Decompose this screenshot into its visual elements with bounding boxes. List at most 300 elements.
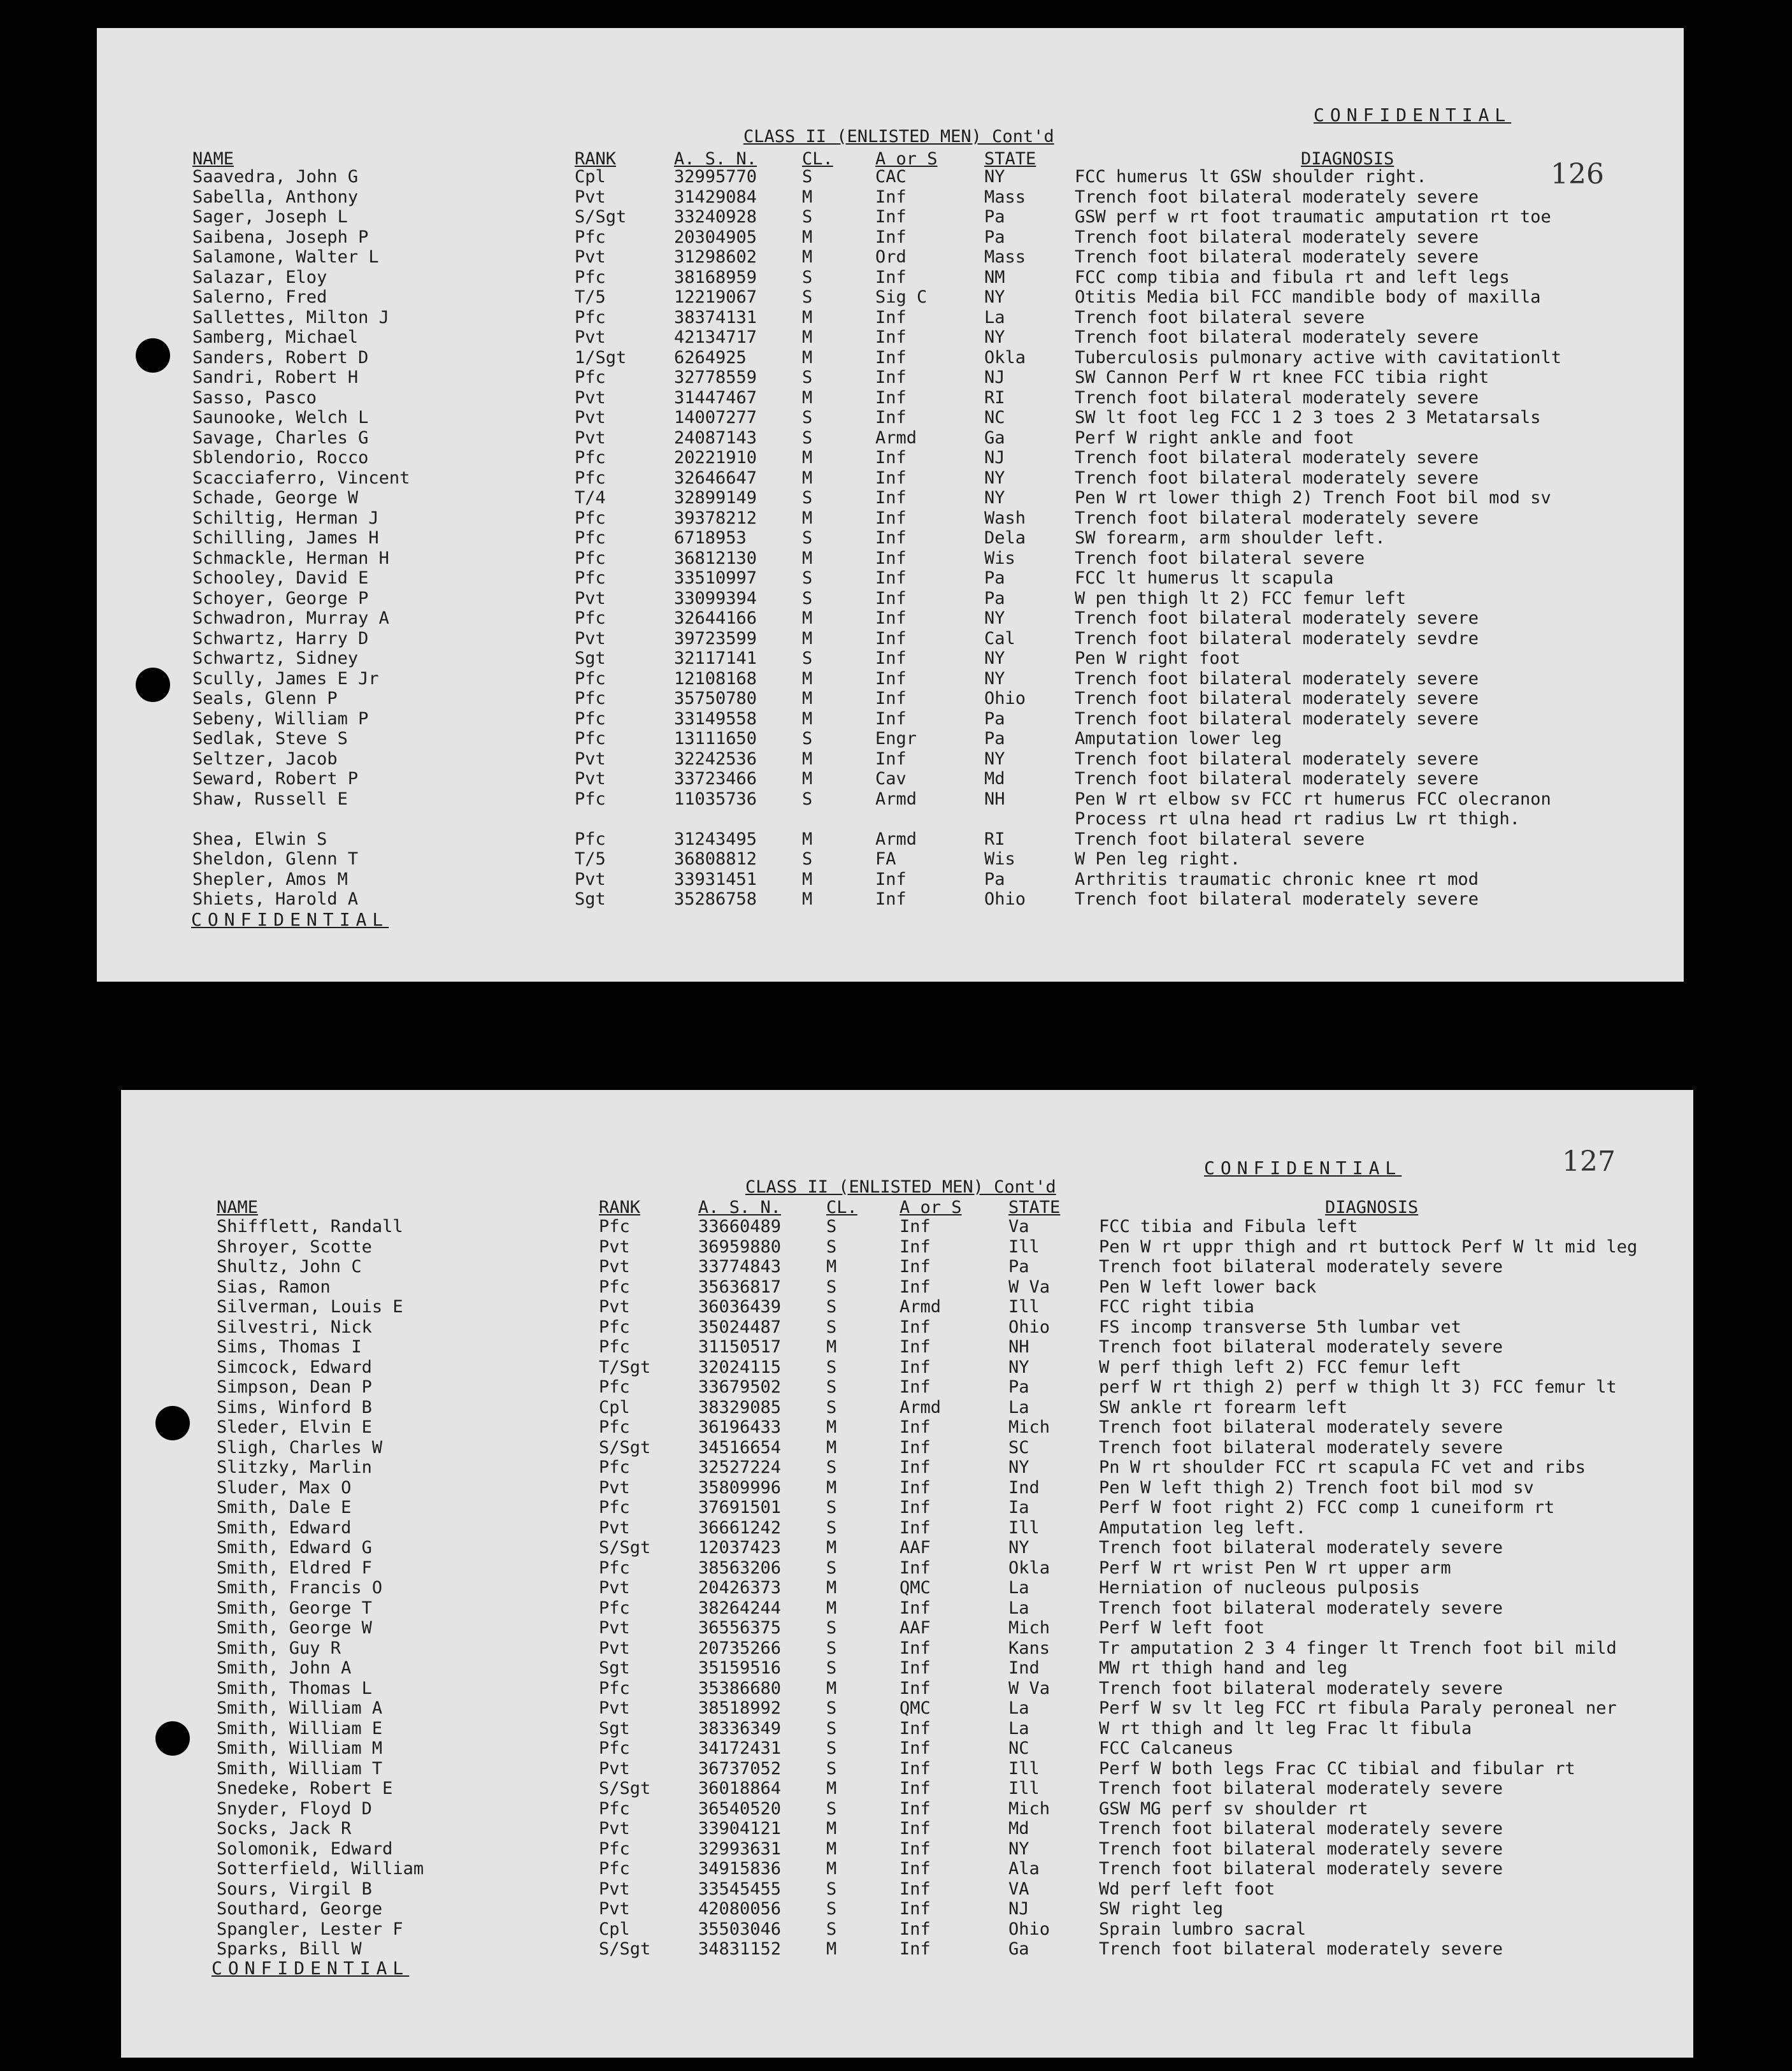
cell-a-or-s: Inf (900, 1517, 931, 1538)
table-row (97, 829, 1684, 849)
cell-state: Ohio (1008, 1317, 1050, 1337)
table-row (121, 1277, 1693, 1297)
cell-state: Cal (984, 628, 1015, 649)
table-row (121, 1257, 1693, 1277)
cell-name: Saunooke, Welch L (192, 408, 369, 427)
punch-hole (136, 338, 170, 373)
cell-class: M (826, 1819, 837, 1838)
cell-rank: Pfc (575, 608, 606, 628)
cell-state: Pa (984, 207, 1005, 227)
cell-diagnosis: MW rt thigh hand and leg (1099, 1658, 1348, 1678)
cell-name: Schmackle, Herman H (192, 548, 389, 568)
cell-a-or-s: Inf (900, 1417, 931, 1437)
cell-state: NY (984, 749, 1005, 769)
cell-asn: 11035736 (674, 789, 757, 809)
cell-state: Wis (984, 849, 1015, 869)
cell-state: Va (1008, 1217, 1029, 1236)
column-header-row (97, 149, 1684, 169)
table-row (121, 1317, 1693, 1337)
cell-state: Pa (984, 729, 1005, 749)
cell-rank: Pvt (599, 1879, 630, 1899)
cell-class: M (802, 889, 813, 909)
cell-name: Savage, Charles G (192, 427, 369, 448)
cell-state: NY (984, 608, 1005, 628)
cell-class: S (826, 1638, 837, 1658)
cell-diagnosis: Trench foot bilateral moderately severe (1075, 227, 1479, 247)
cell-rank: S/Sgt (599, 1779, 651, 1798)
cell-rank: Pvt (575, 869, 606, 889)
cell-asn: 42134717 (674, 327, 757, 347)
cell-a-or-s: Inf (900, 1879, 931, 1899)
cell-class: M (826, 1337, 837, 1357)
cell-a-or-s: Ord (875, 247, 907, 267)
cell-asn: 35386680 (698, 1678, 782, 1698)
table-row (121, 1759, 1693, 1779)
cell-class: M (802, 307, 813, 327)
cell-diagnosis: Perf W left foot (1099, 1618, 1265, 1638)
cell-class: S (826, 1718, 837, 1738)
cell-class: S (802, 568, 813, 588)
cell-state: La (1008, 1397, 1029, 1417)
cell-a-or-s: Inf (900, 1838, 931, 1859)
cell-name: Shaw, Russell E (192, 789, 348, 809)
header-rank: RANK (599, 1198, 641, 1217)
cell-class: S (826, 1899, 837, 1919)
cell-state: Ill (1008, 1236, 1040, 1257)
cell-state: Pa (984, 227, 1005, 247)
cell-a-or-s: Cav (875, 769, 907, 789)
cell-rank: Pfc (575, 668, 606, 689)
cell-diagnosis: Arthritis traumatic chronic knee rt mod (1075, 869, 1479, 889)
cell-a-or-s: Armd (900, 1297, 942, 1317)
cell-state: NJ (984, 448, 1005, 468)
table-row (97, 207, 1684, 227)
cell-diagnosis: Tuberculosis pulmonary active with cavitationlt (1075, 347, 1562, 368)
cell-name: Simpson, Dean P (217, 1377, 372, 1397)
table-row (121, 1377, 1693, 1397)
cell-asn: 31298602 (674, 247, 757, 267)
header-class: CL. (826, 1198, 857, 1217)
cell-name: Shroyer, Scotte (217, 1236, 372, 1257)
cell-a-or-s: Inf (900, 1257, 931, 1277)
table-row (121, 1738, 1693, 1758)
cell-state: NY (984, 468, 1005, 488)
table-row (121, 1819, 1693, 1838)
punch-hole (155, 1721, 190, 1756)
cell-name: Schwadron, Murray A (192, 608, 389, 628)
cell-diagnosis: FCC humerus lt GSW shoulder right. (1075, 167, 1427, 187)
cell-asn: 33149558 (674, 708, 757, 729)
cell-a-or-s: Armd (875, 789, 917, 809)
cell-a-or-s: Inf (875, 488, 907, 508)
table-row (97, 408, 1684, 427)
table-row (97, 649, 1684, 668)
column-header-row (121, 1198, 1693, 1217)
cell-rank: Pvt (599, 1297, 630, 1317)
cell-class: S (826, 1317, 837, 1337)
cell-asn: 31243495 (674, 829, 757, 849)
cell-rank: Sgt (599, 1718, 630, 1738)
cell-class: M (802, 749, 813, 769)
cell-asn: 33679502 (698, 1377, 782, 1397)
cell-name: Schwartz, Sidney (192, 649, 359, 668)
cell-a-or-s: FA (875, 849, 896, 869)
table-row (97, 629, 1684, 649)
cell-class: S (802, 488, 813, 508)
table-row (121, 1698, 1693, 1718)
confidential-header: CONFIDENTIAL (1204, 1157, 1402, 1179)
cell-name: Salerno, Fred (192, 287, 327, 307)
cell-name: Sotterfield, William (217, 1859, 424, 1879)
cell-diagnosis: SW ankle rt forearm left (1099, 1397, 1348, 1417)
cell-name: Solomonik, Edward (217, 1838, 393, 1859)
header-state: STATE (1008, 1198, 1061, 1217)
cell-state: Ia (1008, 1498, 1029, 1517)
cell-a-or-s: Inf (900, 1598, 931, 1618)
confidential-footer: CONFIDENTIAL (211, 1958, 410, 1979)
cell-state: NJ (1008, 1899, 1029, 1919)
cell-class: S (826, 1297, 837, 1317)
cell-asn: 34516654 (698, 1437, 782, 1458)
cell-diagnosis: Pen W left thigh 2) Trench foot bil mod sv (1099, 1477, 1534, 1498)
cell-asn: 32646647 (674, 468, 757, 488)
cell-name: Schwartz, Harry D (192, 628, 369, 649)
cell-asn: 33723466 (674, 769, 757, 789)
cell-rank: Pfc (575, 548, 606, 568)
cell-name: Sligh, Charles W (217, 1437, 383, 1458)
cell-rank: Pfc (575, 729, 606, 749)
cell-diagnosis: Trench foot bilateral moderately severe (1099, 1779, 1503, 1798)
cell-rank: Pvt (599, 1819, 630, 1838)
cell-rank: Pfc (575, 789, 606, 809)
cell-state: La (984, 307, 1005, 327)
cell-class: M (802, 227, 813, 247)
cell-state: Md (1008, 1819, 1029, 1838)
table-row (97, 689, 1684, 708)
cell-a-or-s: Inf (900, 1317, 931, 1337)
punch-hole (136, 668, 170, 702)
cell-rank: Pfc (575, 689, 606, 708)
cell-asn: 31150517 (698, 1337, 782, 1357)
cell-name: Slitzky, Marlin (217, 1458, 372, 1477)
cell-rank: Pfc (599, 1317, 630, 1337)
cell-class: M (802, 689, 813, 708)
cell-rank: Pvt (599, 1517, 630, 1538)
cell-rank: Pfc (599, 1738, 630, 1758)
cell-asn: 33774843 (698, 1257, 782, 1277)
cell-name: Smith, Dale E (217, 1498, 352, 1517)
cell-name: Sabella, Anthony (192, 187, 359, 207)
cell-state: Pa (984, 568, 1005, 588)
cell-name: Schade, George W (192, 488, 359, 508)
cell-name: Shultz, John C (217, 1257, 362, 1277)
table-row (121, 1398, 1693, 1417)
cell-name: Shifflett, Randall (217, 1217, 403, 1236)
cell-a-or-s: Inf (875, 368, 907, 387)
cell-asn: 36959880 (698, 1236, 782, 1257)
cell-rank: Sgt (575, 649, 606, 668)
cell-state: Ill (1008, 1779, 1040, 1798)
table-row (121, 1719, 1693, 1738)
table-row (121, 1538, 1693, 1558)
cell-state: Wash (984, 508, 1026, 528)
cell-class: S (802, 789, 813, 809)
cell-rank: Pvt (599, 1257, 630, 1277)
cell-a-or-s: Inf (900, 1357, 931, 1377)
cell-a-or-s: Inf (875, 347, 907, 368)
confidential-header: CONFIDENTIAL (1314, 104, 1512, 125)
cell-diagnosis: Pen W rt uppr thigh and rt buttock Perf W lt mid leg (1099, 1236, 1638, 1257)
cell-rank: Pfc (575, 307, 606, 327)
cell-rank: Pvt (599, 1758, 630, 1779)
cell-name: Sims, Thomas I (217, 1337, 362, 1357)
cell-diagnosis: Trench foot bilateral moderately severe (1075, 468, 1479, 488)
cell-rank: Pfc (575, 568, 606, 588)
table-row (121, 1438, 1693, 1458)
cell-name: Smith, William E (217, 1718, 383, 1738)
cell-asn: 36196433 (698, 1417, 782, 1437)
cell-state: Mass (984, 247, 1026, 267)
cell-diagnosis: Amputation leg left. (1099, 1517, 1307, 1538)
cell-diagnosis: Trench foot bilateral moderately severe (1099, 1939, 1503, 1959)
document-page-127 (121, 1090, 1693, 2058)
cell-a-or-s: Inf (900, 1859, 931, 1879)
cell-state: NH (984, 789, 1005, 809)
cell-name: Smith, Edward (217, 1517, 352, 1538)
cell-rank: Cpl (599, 1397, 630, 1417)
cell-name: Scacciaferro, Vincent (192, 468, 410, 488)
cell-state: La (1008, 1578, 1029, 1598)
cell-name: Smith, William M (217, 1738, 383, 1758)
cell-state: Pa (984, 708, 1005, 729)
cell-asn: 12219067 (674, 287, 757, 307)
cell-rank: Pvt (575, 588, 606, 608)
cell-name: Smith, George T (217, 1598, 372, 1618)
cell-class: S (802, 167, 813, 187)
cell-a-or-s: Inf (875, 448, 907, 468)
table-row (97, 548, 1684, 568)
cell-asn: 33240928 (674, 207, 757, 227)
cell-diagnosis: Trench foot bilateral moderately severe (1075, 769, 1479, 789)
cell-state: Ga (1008, 1939, 1029, 1959)
header-a-or-s: A or S (875, 149, 938, 169)
cell-class: M (802, 668, 813, 689)
cell-class: S (802, 588, 813, 608)
cell-a-or-s: Inf (900, 1477, 931, 1498)
cell-name: Sasso, Pasco (192, 387, 317, 408)
cell-state: Wis (984, 548, 1015, 568)
cell-rank: T/4 (575, 488, 606, 508)
table-row (97, 428, 1684, 448)
cell-asn: 33660489 (698, 1217, 782, 1236)
cell-class: M (802, 628, 813, 649)
cell-diagnosis: Trench foot bilateral moderately severe (1075, 889, 1479, 909)
cell-class: S (826, 1738, 837, 1758)
cell-name: Smith, Eldred F (217, 1558, 372, 1578)
cell-rank: Pfc (599, 1678, 630, 1698)
cell-class: M (826, 1437, 837, 1458)
cell-diagnosis: Trench foot bilateral moderately severe (1099, 1417, 1503, 1437)
cell-asn: 35750780 (674, 689, 757, 708)
table-row (121, 1417, 1693, 1437)
cell-class: S (826, 1658, 837, 1678)
cell-class: M (802, 548, 813, 568)
cell-state: La (1008, 1718, 1029, 1738)
cell-asn: 34915836 (698, 1859, 782, 1879)
cell-name: Smith, John A (217, 1658, 352, 1678)
cell-class: M (826, 1257, 837, 1277)
table-row (121, 1779, 1693, 1798)
cell-name: Spangler, Lester F (217, 1919, 403, 1939)
cell-state: NY (984, 287, 1005, 307)
cell-diagnosis: Trench foot bilateral severe (1075, 548, 1365, 568)
cell-a-or-s: Inf (875, 387, 907, 408)
cell-diagnosis: W perf thigh left 2) FCC femur left (1099, 1357, 1461, 1377)
cell-diagnosis: W Pen leg right. (1075, 849, 1241, 869)
cell-state: Ohio (984, 889, 1026, 909)
cell-rank: T/5 (575, 849, 606, 869)
cell-a-or-s: Inf (900, 1658, 931, 1678)
cell-name: Sias, Ramon (217, 1277, 331, 1297)
cell-rank: Pfc (599, 1838, 630, 1859)
table-row (97, 287, 1684, 307)
cell-asn: 20304905 (674, 227, 757, 247)
table-row (121, 1919, 1693, 1939)
cell-rank: Pfc (599, 1377, 630, 1397)
cell-asn: 36812130 (674, 548, 757, 568)
cell-rank: T/5 (575, 287, 606, 307)
table-row (97, 729, 1684, 749)
header-a-or-s: A or S (900, 1198, 962, 1217)
cell-asn: 33931451 (674, 869, 757, 889)
cell-diagnosis: Perf W sv lt leg FCC rt fibula Paraly peroneal ner (1099, 1698, 1617, 1718)
cell-a-or-s: AAF (900, 1618, 931, 1638)
cell-class: S (802, 427, 813, 448)
table-row (97, 368, 1684, 387)
cell-asn: 38518992 (698, 1698, 782, 1718)
cell-diagnosis: GSW perf w rt foot traumatic amputation rt toe (1075, 207, 1551, 227)
header-name: NAME (217, 1198, 259, 1217)
cell-a-or-s: Inf (875, 187, 907, 207)
cell-a-or-s: Inf (900, 1236, 931, 1257)
cell-diagnosis: Trench foot bilateral moderately severe (1099, 1838, 1503, 1859)
cell-state: VA (1008, 1879, 1029, 1899)
table-row (97, 327, 1684, 347)
cell-state: NY (1008, 1538, 1029, 1558)
cell-class: M (802, 327, 813, 347)
cell-name: Smith, William T (217, 1758, 383, 1779)
cell-state: NY (984, 668, 1005, 689)
table-row (121, 1498, 1693, 1517)
cell-a-or-s: CAC (875, 167, 907, 187)
class-title: CLASS II (ENLISTED MEN) Cont'd (745, 1177, 1056, 1197)
cell-rank: Pfc (599, 1859, 630, 1879)
cell-a-or-s: AAF (900, 1538, 931, 1558)
table-row (97, 769, 1684, 789)
header-rank: RANK (575, 149, 617, 169)
table-row (121, 1297, 1693, 1317)
cell-state: NJ (984, 368, 1005, 387)
cell-diagnosis: FS incomp transverse 5th lumbar vet (1099, 1317, 1461, 1337)
cell-a-or-s: Inf (875, 548, 907, 568)
cell-state: La (1008, 1598, 1029, 1618)
cell-state: Okla (1008, 1558, 1050, 1578)
table-row (121, 1598, 1693, 1618)
cell-a-or-s: Inf (900, 1758, 931, 1779)
header-diagnosis: DIAGNOSIS (1301, 149, 1394, 169)
table-row (97, 308, 1684, 327)
cell-diagnosis: Perf W right ankle and foot (1075, 427, 1354, 448)
table-row (97, 709, 1684, 729)
cell-a-or-s: Inf (900, 1678, 931, 1698)
table-row (121, 1237, 1693, 1257)
cell-class: M (802, 769, 813, 789)
cell-asn: 12108168 (674, 668, 757, 689)
cell-class: S (826, 1357, 837, 1377)
cell-class: S (802, 207, 813, 227)
cell-a-or-s: Inf (875, 227, 907, 247)
table-row (121, 1217, 1693, 1236)
cell-diagnosis: Trench foot bilateral moderately severe (1075, 187, 1479, 207)
cell-diagnosis: Trench foot bilateral moderately severe (1099, 1538, 1503, 1558)
cell-asn: 39723599 (674, 628, 757, 649)
page-number: 126 (1551, 158, 1604, 190)
cell-name: Sallettes, Milton J (192, 307, 389, 327)
page-number: 127 (1562, 1145, 1616, 1178)
cell-a-or-s: Inf (875, 528, 907, 548)
cell-diagnosis: Trench foot bilateral moderately sevdre (1075, 628, 1479, 649)
cell-diagnosis: GSW MG perf sv shoulder rt (1099, 1798, 1368, 1819)
cell-diagnosis: SW right leg (1099, 1899, 1224, 1919)
cell-a-or-s: Inf (900, 1458, 931, 1477)
cell-a-or-s: Armd (875, 829, 917, 849)
cell-state: Ga (984, 427, 1005, 448)
cell-rank: Pfc (575, 448, 606, 468)
cell-asn: 12037423 (698, 1538, 782, 1558)
cell-name: Smith, Edward G (217, 1538, 372, 1558)
punch-hole (155, 1406, 190, 1440)
cell-a-or-s: Inf (900, 1819, 931, 1838)
cell-state: NY (984, 327, 1005, 347)
table-row (97, 789, 1684, 809)
cell-asn: 6718953 (674, 528, 747, 548)
cell-asn: 38563206 (698, 1558, 782, 1578)
cell-asn: 36661242 (698, 1517, 782, 1538)
table-row (121, 1358, 1693, 1377)
table-row (97, 889, 1684, 909)
cell-asn: 14007277 (674, 408, 757, 427)
cell-name: Smith, Francis O (217, 1578, 383, 1598)
cell-name: Snyder, Floyd D (217, 1798, 372, 1819)
cell-state: Ill (1008, 1517, 1040, 1538)
cell-rank: Pfc (575, 528, 606, 548)
table-row (97, 568, 1684, 588)
cell-class: S (802, 729, 813, 749)
cell-class: M (826, 1538, 837, 1558)
cell-a-or-s: Inf (900, 1798, 931, 1819)
table-row (97, 849, 1684, 869)
cell-state: Pa (1008, 1377, 1029, 1397)
cell-class: M (826, 1417, 837, 1437)
cell-state: Pa (984, 588, 1005, 608)
table-row (97, 247, 1684, 267)
cell-asn: 39378212 (674, 508, 757, 528)
table-row (97, 227, 1684, 247)
cell-state: Dela (984, 528, 1026, 548)
cell-diagnosis: W rt thigh and lt leg Frac lt fibula (1099, 1718, 1472, 1738)
cell-a-or-s: Inf (875, 568, 907, 588)
table-row (121, 1578, 1693, 1598)
